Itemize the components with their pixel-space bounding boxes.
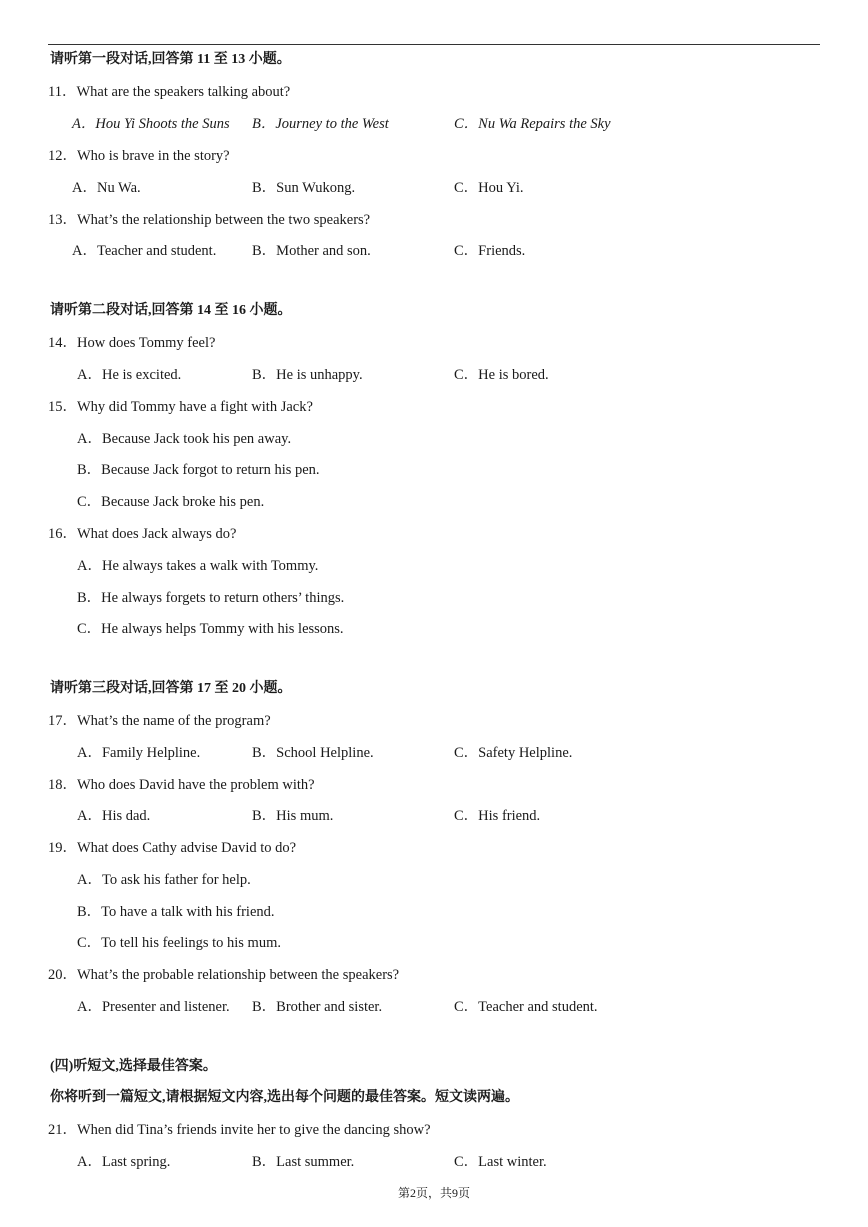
section-heading-1: 请听第一段对话,回答第 11 至 13 小题。 [50, 52, 291, 67]
question-12: 12．Who is brave in the story? [48, 148, 230, 164]
q19-option-c: C．To tell his feelings to his mum. [77, 935, 281, 951]
q13-option-a: A．Teacher and student. [72, 243, 217, 259]
q21-option-b: B．Last summer. [252, 1154, 355, 1170]
q15-option-a: A．Because Jack took his pen away. [77, 431, 292, 447]
q18-option-c: C．His friend. [454, 808, 541, 824]
q12-option-c: C．Hou Yi. [454, 180, 524, 196]
question-16: 16．What does Jack always do? [48, 526, 237, 542]
q12-option-a: A．Nu Wa. [72, 180, 141, 196]
q11-option-a: A．Hou Yi Shoots the Suns [72, 116, 230, 132]
question-20: 20．What’s the probable relationship between the speakers? [48, 967, 400, 983]
q20-option-b: B．Brother and sister. [252, 999, 383, 1015]
question-18: 18．Who does David have the problem with? [48, 777, 315, 793]
q20-option-c: C．Teacher and student. [454, 999, 598, 1015]
q13-option-b: B．Mother and son. [252, 243, 371, 259]
q20-option-a: A．Presenter and listener. [77, 999, 230, 1015]
section-instruction-4: 你将听到一篇短文,请根据短文内容,选出每个问题的最佳答案。短文读两遍。 [50, 1090, 519, 1105]
q14-option-b: B．He is unhappy. [252, 367, 363, 383]
q14-option-c: C．He is bored. [454, 367, 549, 383]
q17-option-a: A．Family Helpline. [77, 745, 201, 761]
q18-option-b: B．His mum. [252, 808, 334, 824]
q19-option-b: B．To have a talk with his friend. [77, 904, 275, 920]
q11-option-b: B．Journey to the West [252, 116, 389, 132]
q13-option-c: C．Friends. [454, 243, 526, 259]
top-rule [48, 44, 820, 45]
question-15: 15．Why did Tommy have a fight with Jack? [48, 399, 313, 415]
page-footer: 第2页，共9页 [397, 1186, 470, 1200]
question-17: 17．What’s the name of the program? [48, 713, 271, 729]
q17-option-c: C．Safety Helpline. [454, 745, 573, 761]
q16-option-c: C．He always helps Tommy with his lessons. [77, 621, 344, 637]
q19-option-a: A．To ask his father for help. [77, 872, 251, 888]
q11-option-c: C．Nu Wa Repairs the Sky [454, 116, 611, 132]
q18-option-a: A．His dad. [77, 808, 151, 824]
question-19: 19．What does Cathy advise David to do? [48, 840, 297, 856]
q21-option-c: C．Last winter. [454, 1154, 547, 1170]
q12-option-b: B．Sun Wukong. [252, 180, 356, 196]
q15-option-b: B．Because Jack forgot to return his pen. [77, 462, 320, 478]
section-heading-2: 请听第二段对话,回答第 14 至 16 小题。 [50, 303, 292, 318]
q16-option-b: B．He always forgets to return others’ things. [77, 590, 345, 606]
q14-option-a: A．He is excited. [77, 367, 182, 383]
section-heading-4: (四)听短文,选择最佳答案。 [50, 1059, 217, 1074]
q15-option-c: C．Because Jack broke his pen. [77, 494, 265, 510]
question-11: 11．What are the speakers talking about? [48, 84, 291, 100]
section-heading-3: 请听第三段对话,回答第 17 至 20 小题。 [50, 681, 292, 696]
q21-option-a: A．Last spring. [77, 1154, 171, 1170]
question-21: 21．When did Tina’s friends invite her to give the dancing show? [48, 1122, 431, 1138]
q16-option-a: A．He always takes a walk with Tommy. [77, 558, 319, 574]
question-14: 14．How does Tommy feel? [48, 335, 216, 351]
question-13: 13．What’s the relationship between the two speakers? [48, 212, 371, 228]
q17-option-b: B．School Helpline. [252, 745, 374, 761]
